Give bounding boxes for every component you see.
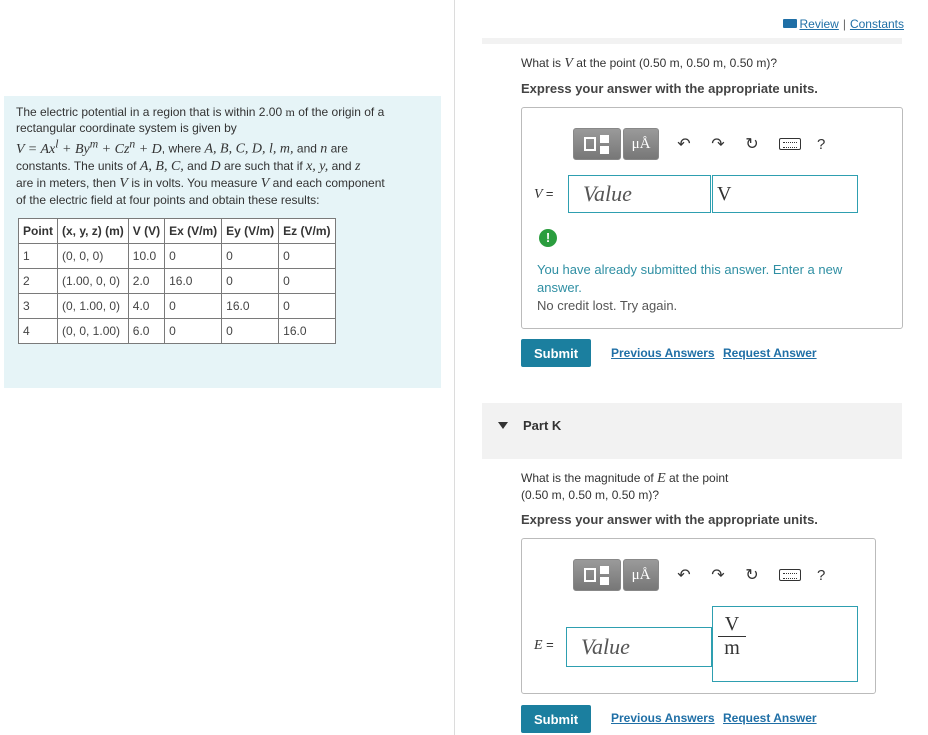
redo-icon[interactable]: ↷ — [711, 136, 725, 153]
book-icon — [783, 19, 797, 28]
template-block-icon — [600, 577, 609, 585]
undo-icon[interactable]: ↶ — [677, 567, 691, 584]
feedback-message: You have already submitted this answer. Enter a new answer. No credit lost. Try again. — [537, 262, 843, 313]
request-answer-link-1[interactable]: Request Answer — [723, 346, 817, 360]
part-k-title: Part K — [523, 418, 562, 433]
table-cell: 3 — [19, 294, 58, 319]
table-cell: 0 — [279, 294, 335, 319]
table-header-row — [19, 219, 336, 244]
table-row — [19, 269, 336, 294]
reset-icon[interactable]: ↻ — [745, 567, 759, 584]
answer-box-1 — [521, 107, 903, 329]
keyboard-icon[interactable] — [779, 569, 801, 581]
help-icon[interactable]: ? — [817, 566, 826, 584]
math-toolbar — [573, 128, 825, 160]
reset-icon[interactable]: ↻ — [745, 136, 759, 153]
col-header-potential: V (V) — [128, 219, 164, 244]
undo-icon[interactable]: ↶ — [677, 136, 691, 153]
table-cell: 4 — [19, 319, 58, 344]
collapse-caret-icon[interactable] — [498, 422, 508, 429]
review-link[interactable]: Review — [799, 17, 839, 31]
template-box-icon — [584, 137, 596, 151]
answer-label-e: E = — [534, 637, 554, 653]
table-cell: 2 — [19, 269, 58, 294]
templates-button[interactable] — [573, 128, 621, 160]
units-input[interactable] — [712, 606, 858, 682]
unit-fraction — [718, 613, 746, 659]
table-cell: 10.0 — [128, 244, 164, 269]
question-1-units-prompt: Express your answer with the appropriate units. — [521, 81, 818, 96]
table-cell: (1.00, 0, 0) — [58, 269, 129, 294]
table-row — [19, 319, 336, 344]
templates-button[interactable] — [573, 559, 621, 591]
table-row — [19, 244, 336, 269]
units-button[interactable]: μÅ — [623, 128, 659, 160]
table-cell: 0 — [222, 269, 279, 294]
problem-text: The electric potential in a region that is within 2.00 m of the origin of a rectangular coordinate system is given by $V = Ax^l + By^m + Cz^n + D$, where A, B, C, D, l, m, and n are constants. The units of A, B, C, and D are such that if x, y, and z are in meters, then V is in volts. You measure V and each component of the electric field at four points and obtain these results: — [16, 105, 385, 207]
warning-icon: ! — [539, 229, 557, 247]
answer-box-2 — [521, 538, 876, 694]
template-block-icon — [600, 135, 609, 143]
table-cell: 1 — [19, 244, 58, 269]
col-header-point: Point — [19, 219, 58, 244]
table-cell: 0 — [165, 294, 222, 319]
request-answer-link-2[interactable]: Request Answer — [723, 711, 817, 725]
part-k-header[interactable] — [482, 403, 902, 459]
problem-statement — [4, 96, 441, 388]
table-cell: (0, 1.00, 0) — [58, 294, 129, 319]
unit-denominator: m — [724, 637, 740, 659]
table-cell: 16.0 — [222, 294, 279, 319]
header-links — [783, 17, 904, 31]
col-header-ex: Ex (V/m) — [165, 219, 222, 244]
template-box-icon — [584, 568, 596, 582]
table-cell: 0 — [165, 244, 222, 269]
table-cell: 4.0 — [128, 294, 164, 319]
table-cell: (0, 0, 1.00) — [58, 319, 129, 344]
table-cell: 6.0 — [128, 319, 164, 344]
table-cell: (0, 0, 0) — [58, 244, 129, 269]
table-cell: 0 — [165, 319, 222, 344]
table-cell: 0 — [222, 319, 279, 344]
question-2-units-prompt: Express your answer with the appropriate units. — [521, 512, 818, 527]
answer-label-v: V = — [534, 186, 554, 202]
question-2-text: What is the magnitude of E at the point (0.50 m, 0.50 m, 0.50 m)? — [521, 471, 729, 502]
table-cell: 16.0 — [165, 269, 222, 294]
keyboard-icon[interactable] — [779, 138, 801, 150]
math-toolbar — [573, 559, 825, 591]
unit-numerator: V — [718, 613, 746, 637]
table-cell: 2.0 — [128, 269, 164, 294]
panel-divider — [454, 0, 455, 735]
table-cell: 0 — [279, 244, 335, 269]
previous-answers-link-2[interactable]: Previous Answers — [611, 711, 715, 725]
table-cell: 16.0 — [279, 319, 335, 344]
col-header-ey: Ey (V/m) — [222, 219, 279, 244]
units-input[interactable]: V — [712, 175, 858, 213]
value-input[interactable]: Value — [566, 627, 712, 667]
link-separator: | — [842, 17, 846, 31]
template-block-icon — [600, 146, 609, 154]
table-row — [19, 294, 336, 319]
submit-button-1[interactable]: Submit — [521, 339, 591, 367]
question-1-text: What is V at the point (0.50 m, 0.50 m, 0.50 m)? — [521, 56, 778, 71]
value-input[interactable]: Value — [568, 175, 711, 213]
table-cell: 0 — [279, 269, 335, 294]
col-header-ez: Ez (V/m) — [279, 219, 335, 244]
table-cell: 0 — [222, 244, 279, 269]
section-stripe — [482, 38, 902, 44]
constants-link[interactable]: Constants — [849, 17, 904, 31]
template-block-icon — [600, 566, 609, 574]
submit-button-2[interactable]: Submit — [521, 705, 591, 733]
potential-equation: $V = Ax^l + By^m + Cz^n + D$ — [16, 137, 162, 157]
help-icon[interactable]: ? — [817, 135, 826, 153]
units-button[interactable]: μÅ — [623, 559, 659, 591]
previous-answers-link-1[interactable]: Previous Answers — [611, 346, 715, 360]
measurement-table — [18, 218, 336, 344]
redo-icon[interactable]: ↷ — [711, 567, 725, 584]
col-header-position: (x, y, z) (m) — [58, 219, 129, 244]
